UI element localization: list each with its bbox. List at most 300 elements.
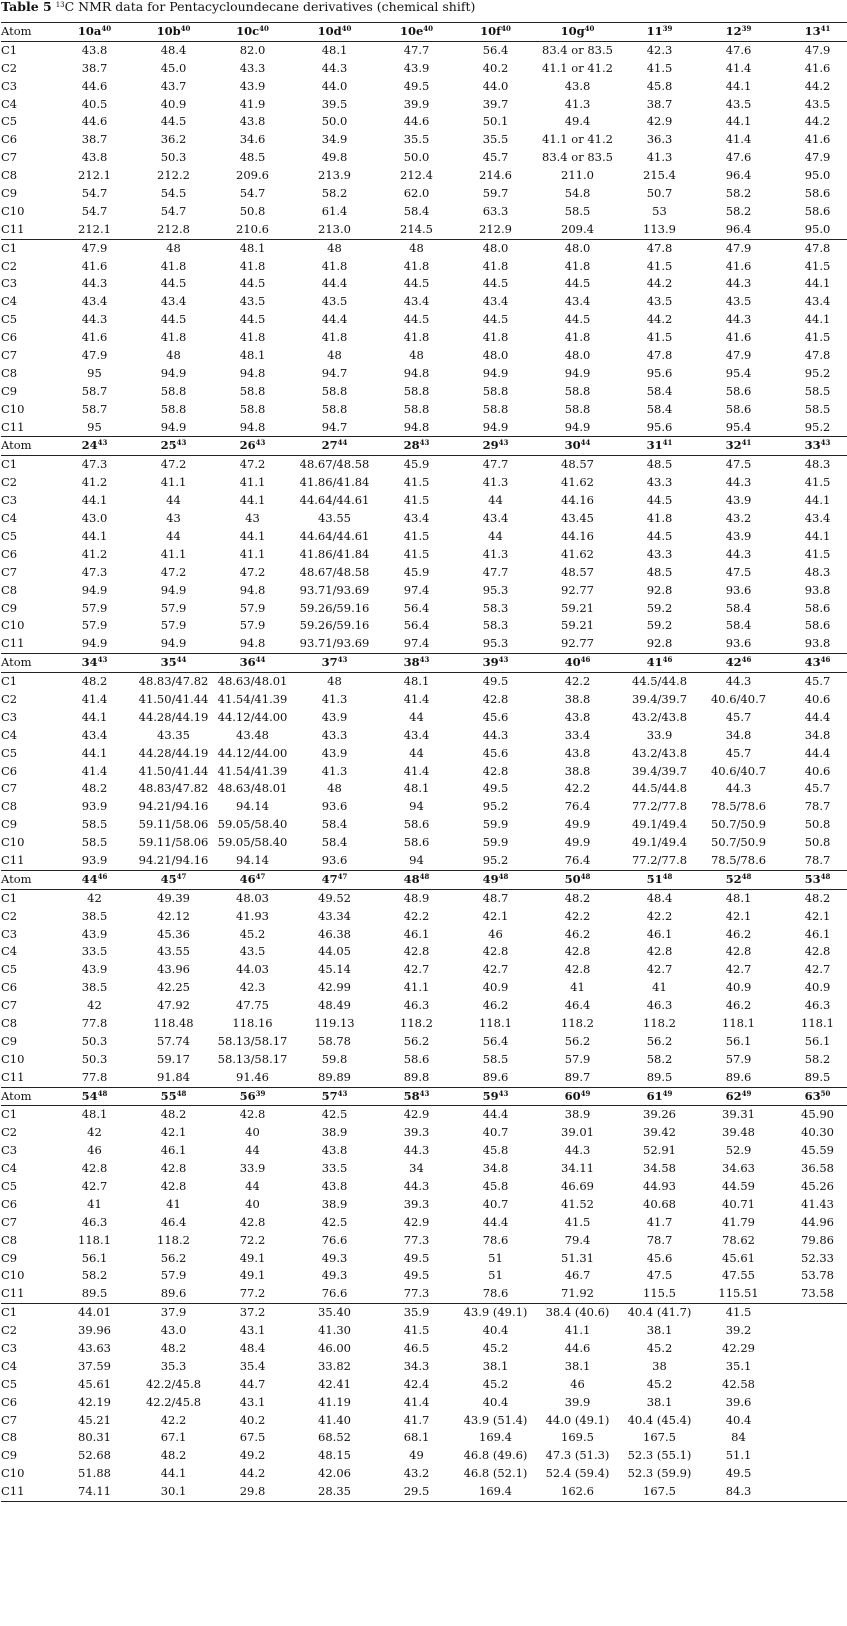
atom-label: C7	[1, 781, 18, 796]
shift-value: 44.3	[403, 1143, 430, 1158]
shift-value: 41.30	[318, 1323, 351, 1338]
compound-label: 39	[482, 655, 499, 670]
table-row	[1, 275, 847, 293]
atom-label: C10	[1, 401, 25, 416]
atom-label: C6	[1, 1196, 18, 1211]
shift-value: 43.9	[81, 926, 108, 941]
table-row	[1, 1322, 847, 1340]
shift-value: 41.52	[561, 1196, 594, 1211]
shift-value: 41.3	[482, 475, 509, 490]
atom-label: C2	[1, 1125, 18, 1140]
shift-value: 94.9	[482, 419, 509, 434]
atom-label: C2	[1, 60, 18, 75]
shift-value: 212.1	[78, 168, 111, 183]
shift-value: 58.4	[725, 618, 752, 633]
shift-value: 56.4	[403, 600, 430, 615]
shift-value: 43.55	[318, 511, 351, 526]
shift-value: 44.1	[81, 745, 108, 760]
compound-header	[699, 654, 778, 672]
reference-superscript: 46	[741, 655, 752, 665]
shift-value: 45.7	[804, 674, 831, 689]
shift-value: 113.9	[643, 221, 676, 236]
shift-value: 58.78	[318, 1033, 351, 1048]
shift-value: 167.5	[643, 1430, 676, 1445]
compound-header	[213, 871, 292, 889]
shift-value	[778, 1322, 847, 1340]
compound-label: 25	[160, 438, 177, 453]
shift-value: 41.79	[722, 1214, 755, 1229]
shift-value: 46.38	[318, 926, 351, 941]
shift-value: 94.9	[160, 582, 187, 597]
shift-value: 33.5	[321, 1161, 348, 1176]
shift-value: 76.6	[321, 1232, 348, 1247]
shift-value: 41.1 or 41.2	[542, 132, 613, 147]
shift-value: 58.5	[564, 203, 591, 218]
compound-label: 12	[725, 24, 742, 38]
shift-value: 93.71/93.69	[299, 582, 370, 597]
shift-value: 38.8	[564, 691, 591, 706]
shift-value: 212.8	[157, 221, 190, 236]
reference-superscript: 48	[580, 871, 591, 881]
shift-value: 50.7/50.9	[710, 835, 767, 850]
shift-value: 41.62	[561, 546, 594, 561]
shift-value: 35.5	[403, 132, 430, 147]
shift-value: 47.9	[81, 348, 108, 363]
shift-value: 43.45	[561, 511, 594, 526]
atom-label: C9	[1, 817, 18, 832]
shift-value: 49.5	[403, 1268, 430, 1283]
shift-value: 41.5	[403, 1323, 430, 1338]
shift-value: 35.5	[482, 132, 509, 147]
shift-value: 42.8	[403, 944, 430, 959]
shift-value: 48.1	[239, 240, 266, 255]
shift-value: 45.2	[239, 926, 266, 941]
compound-label: 48	[403, 871, 420, 886]
shift-value: 40	[245, 1196, 260, 1211]
compound-label: 10f	[480, 24, 502, 38]
shift-value: 43.5	[239, 294, 266, 309]
shift-value: 42.7	[646, 962, 673, 977]
shift-value: 43.4	[81, 294, 108, 309]
shift-value: 44.5	[160, 276, 187, 291]
shift-value: 42.1	[160, 1125, 187, 1140]
table-row	[1, 365, 847, 383]
shift-value: 39.31	[722, 1107, 755, 1122]
atom-label: C11	[1, 1286, 25, 1301]
shift-value: 48.7	[482, 890, 509, 905]
shift-value: 41.5	[804, 475, 831, 490]
shift-value: 42.9	[403, 1214, 430, 1229]
shift-value: 68.1	[403, 1430, 430, 1445]
shift-value: 42.8	[482, 944, 509, 959]
reference-superscript: 43	[419, 438, 430, 448]
shift-value: 44.3	[81, 276, 108, 291]
compound-header	[377, 437, 456, 455]
shift-value: 78.7	[804, 799, 831, 814]
table-block	[1, 239, 847, 437]
shift-value: 56.1	[81, 1250, 108, 1265]
shift-value: 56.4	[403, 618, 430, 633]
shift-value: 48	[166, 348, 181, 363]
table-row	[1, 600, 847, 618]
shift-value: 42.06	[318, 1466, 351, 1481]
shift-value: 35.9	[403, 1305, 430, 1320]
shift-value: 43.4	[482, 511, 509, 526]
header-row	[1, 437, 847, 456]
shift-value: 44	[488, 493, 503, 508]
compound-label: 10c	[236, 24, 260, 38]
shift-value: 93.6	[321, 799, 348, 814]
shift-value: 50.3	[81, 1051, 108, 1066]
shift-value: 48	[409, 240, 424, 255]
shift-value: 35.40	[318, 1305, 351, 1320]
shift-value: 43.3	[321, 727, 348, 742]
shift-value: 44.5	[403, 276, 430, 291]
compound-header	[134, 1088, 213, 1106]
shift-value: 79.86	[801, 1232, 834, 1247]
shift-value: 48.3	[804, 564, 831, 579]
shift-value: 91.84	[157, 1069, 190, 1084]
shift-value: 46	[570, 1376, 585, 1391]
shift-value: 58.6	[804, 186, 831, 201]
shift-value: 46.4	[160, 1214, 187, 1229]
shift-value: 48.2	[81, 781, 108, 796]
shift-value: 77.3	[403, 1286, 430, 1301]
reference-superscript: 43	[498, 655, 509, 665]
shift-value: 89.8	[403, 1069, 430, 1084]
shift-value: 71.92	[561, 1286, 594, 1301]
shift-value: 42.29	[722, 1341, 755, 1356]
atom-label: C8	[1, 1430, 18, 1445]
shift-value: 46.2	[564, 926, 591, 941]
compound-label: 34	[81, 655, 98, 670]
shift-value: 45.59	[801, 1143, 834, 1158]
atom-label: C9	[1, 600, 18, 615]
shift-value: 58.8	[482, 383, 509, 398]
shift-value: 95.2	[482, 852, 509, 867]
shift-value: 33.9	[239, 1161, 266, 1176]
shift-value: 59.8	[321, 1051, 348, 1066]
shift-value: 40.30	[801, 1125, 834, 1140]
shift-value: 47.5	[725, 564, 752, 579]
shift-value: 43.8	[564, 745, 591, 760]
shift-value: 40.71	[722, 1196, 755, 1211]
shift-value: 44.12/44.00	[217, 745, 288, 760]
shift-value: 42.1	[725, 908, 752, 923]
shift-value: 52.4 (59.4)	[545, 1466, 610, 1481]
shift-value: 42.2	[160, 1412, 187, 1427]
shift-value: 94.21/94.16	[138, 852, 209, 867]
table-row	[1, 1447, 847, 1465]
atom-label: C7	[1, 348, 18, 363]
atom-header: Atom	[1, 1088, 32, 1103]
shift-value: 43.8	[321, 1179, 348, 1193]
shift-value: 48.0	[564, 240, 591, 255]
shift-value: 58.6	[804, 203, 831, 218]
table-row	[1, 149, 847, 167]
shift-value: 41.4	[403, 1394, 430, 1409]
shift-value: 44.4	[321, 312, 348, 327]
shift-value: 59.26/59.16	[299, 600, 370, 615]
compound-header	[213, 1088, 292, 1106]
shift-value	[778, 1358, 847, 1376]
table-row	[1, 1196, 847, 1214]
atom-label: C4	[1, 1161, 18, 1176]
table-row	[1, 42, 847, 60]
shift-value: 46.3	[646, 998, 673, 1013]
shift-value: 48.5	[646, 564, 673, 579]
shift-value: 43.8	[564, 709, 591, 724]
shift-value: 58.8	[239, 401, 266, 416]
shift-value: 210.6	[236, 221, 269, 236]
shift-value: 45.7	[804, 781, 831, 796]
shift-value: 49.5	[725, 1466, 752, 1481]
shift-value: 44.1	[804, 312, 831, 327]
shift-value: 41.2	[81, 546, 108, 561]
shift-value: 95.0	[804, 221, 831, 236]
table-row	[1, 1214, 847, 1232]
reference-superscript: 40	[180, 24, 191, 33]
shift-value: 42.58	[722, 1376, 755, 1391]
shift-value: 41.4	[403, 763, 430, 778]
shift-value: 43	[245, 511, 260, 526]
shift-value: 44.5/44.8	[631, 781, 688, 796]
compound-label: 13	[804, 24, 821, 38]
shift-value: 97.4	[403, 636, 430, 651]
shift-value: 41.6	[81, 330, 108, 345]
compound-header	[292, 871, 377, 889]
compound-header	[456, 871, 535, 889]
shift-value: 41.8	[482, 330, 509, 345]
shift-value: 43.7	[160, 78, 187, 93]
shift-value: 58.8	[403, 383, 430, 398]
compound-header	[377, 1088, 456, 1106]
table-row	[1, 96, 847, 114]
compound-label: 40	[564, 655, 581, 670]
shift-value: 41.5	[804, 546, 831, 561]
shift-value: 41.8	[564, 330, 591, 345]
shift-value: 43.2/43.8	[631, 709, 688, 724]
shift-value: 57.9	[725, 1051, 752, 1066]
shift-value: 43.34	[318, 908, 351, 923]
shift-value: 48.63/48.01	[217, 674, 288, 689]
shift-value: 48.83/47.82	[138, 674, 209, 689]
shift-value: 95.4	[725, 365, 752, 380]
shift-value: 95	[87, 365, 102, 380]
shift-value: 92.77	[561, 636, 594, 651]
shift-value: 44.5	[160, 114, 187, 129]
shift-value: 44.3	[725, 312, 752, 327]
shift-value: 52.33	[801, 1250, 834, 1265]
shift-value: 48	[327, 348, 342, 363]
shift-value: 93.6	[725, 636, 752, 651]
shift-value: 94	[409, 799, 424, 814]
shift-value: 42.2	[564, 781, 591, 796]
table-row	[1, 131, 847, 149]
shift-value: 43.4	[403, 727, 430, 742]
shift-value: 58.4	[321, 835, 348, 850]
shift-value: 77.8	[81, 1015, 108, 1030]
shift-value: 119.13	[314, 1015, 355, 1030]
atom-label: C1	[1, 890, 18, 905]
shift-value: 44.6	[403, 114, 430, 129]
shift-value: 43.96	[157, 962, 190, 977]
atom-label: C1	[1, 674, 18, 689]
shift-value: 41.5	[804, 330, 831, 345]
table-row	[1, 221, 847, 239]
shift-value: 50.0	[403, 150, 430, 165]
shift-value: 41.1	[239, 475, 266, 490]
table-row	[1, 383, 847, 401]
shift-value: 58.5	[804, 401, 831, 416]
shift-value: 39.4/39.7	[631, 763, 688, 778]
shift-value: 41.2	[81, 475, 108, 490]
shift-value: 44.1	[804, 493, 831, 508]
table-row	[1, 240, 847, 258]
shift-value: 78.5/78.6	[710, 799, 767, 814]
shift-value: 58.4	[646, 401, 673, 416]
compound-header	[535, 654, 620, 672]
shift-value: 48.67/48.58	[299, 564, 370, 579]
atom-label: C7	[1, 1214, 18, 1229]
shift-value: 118.1	[722, 1015, 755, 1030]
shift-value: 33.5	[81, 944, 108, 959]
compound-label: 47	[321, 871, 338, 886]
shift-value: 43.8	[81, 42, 108, 57]
shift-value: 57.9	[81, 600, 108, 615]
compound-header	[778, 654, 847, 672]
shift-value: 41.6	[725, 258, 752, 273]
shift-value: 41.54/41.39	[217, 763, 288, 778]
shift-value: 115.5	[643, 1286, 676, 1301]
shift-value: 44.05	[318, 944, 351, 959]
shift-value: 44.1	[160, 1466, 187, 1481]
shift-value	[778, 1465, 847, 1483]
compound-label: 33	[804, 438, 821, 453]
shift-value: 41.3	[646, 150, 673, 165]
atom-label: C4	[1, 727, 18, 742]
shift-value: 49.39	[157, 890, 190, 905]
shift-value: 42.8	[81, 1161, 108, 1176]
compound-header	[778, 437, 847, 455]
table-row	[1, 60, 847, 78]
shift-value: 50.3	[160, 150, 187, 165]
table-row	[1, 1304, 847, 1322]
shift-value: 59.05/58.40	[217, 835, 288, 850]
shift-value: 93.71/93.69	[299, 636, 370, 651]
shift-value: 41.5	[804, 258, 831, 273]
compound-header	[134, 23, 213, 41]
shift-value: 43.5	[725, 294, 752, 309]
shift-value: 46.8 (52.1)	[463, 1466, 528, 1481]
table-row	[1, 564, 847, 582]
shift-value: 49.52	[318, 890, 351, 905]
shift-value: 40.68	[643, 1196, 676, 1211]
reference-superscript: 50	[820, 1088, 831, 1098]
table-row	[1, 582, 847, 600]
shift-value: 42.8	[804, 944, 831, 959]
atom-label: C9	[1, 1250, 18, 1265]
shift-value: 38.1	[482, 1358, 509, 1373]
compound-header	[292, 654, 377, 672]
table-row	[1, 908, 847, 926]
compound-label: 32	[725, 438, 742, 453]
atom-label: C10	[1, 1466, 25, 1481]
shift-value: 40.7	[482, 1125, 509, 1140]
shift-value: 72.2	[239, 1232, 266, 1247]
shift-value: 49.1/49.4	[631, 817, 688, 832]
shift-value: 45.2	[482, 1341, 509, 1356]
shift-value: 38.5	[81, 980, 108, 995]
shift-value: 44.2	[804, 78, 831, 93]
shift-value: 48.9	[403, 890, 430, 905]
table-row	[1, 492, 847, 510]
shift-value: 43.9	[725, 493, 752, 508]
shift-value: 41.7	[403, 1412, 430, 1427]
shift-value: 38.7	[646, 96, 673, 111]
shift-value: 57.9	[160, 1268, 187, 1283]
shift-value: 212.1	[78, 221, 111, 236]
shift-value: 41.5	[403, 528, 430, 543]
shift-value	[778, 1447, 847, 1465]
shift-value	[778, 1412, 847, 1430]
shift-value: 89.5	[646, 1069, 673, 1084]
reference-superscript: 43	[419, 1088, 430, 1098]
shift-value: 77.2/77.8	[631, 799, 688, 814]
shift-value: 58.13/58.17	[217, 1051, 288, 1066]
shift-value: 44.4	[804, 745, 831, 760]
shift-value: 44.6	[81, 114, 108, 129]
reference-superscript: 47	[255, 871, 266, 881]
reference-superscript: 40	[101, 24, 112, 33]
shift-value: 38.7	[81, 132, 108, 147]
shift-value: 48.5	[239, 150, 266, 165]
shift-value: 58.8	[239, 383, 266, 398]
shift-value: 42.8	[482, 763, 509, 778]
shift-value: 44.0	[321, 78, 348, 93]
shift-value: 94.9	[564, 419, 591, 434]
atom-label: C3	[1, 1143, 18, 1158]
atom-label: C4	[1, 294, 18, 309]
shift-value: 43.0	[160, 1323, 187, 1338]
shift-value: 47.9	[804, 150, 831, 165]
shift-value: 41.40	[318, 1412, 351, 1427]
compound-header	[292, 1088, 377, 1106]
shift-value: 48.1	[725, 890, 752, 905]
shift-value: 48.57	[561, 564, 594, 579]
shift-value: 43.4	[81, 727, 108, 742]
header-row	[1, 654, 847, 673]
shift-value: 44.0	[482, 78, 509, 93]
compound-label: 53	[804, 871, 821, 886]
shift-value: 44.28/44.19	[138, 745, 209, 760]
shift-value: 44.12/44.00	[217, 709, 288, 724]
shift-value: 46.3	[81, 1214, 108, 1229]
shift-value: 41.5	[646, 330, 673, 345]
shift-value: 41.5	[646, 60, 673, 75]
header-row	[1, 23, 847, 42]
atom-label: C8	[1, 799, 18, 814]
shift-value: 47.5	[725, 457, 752, 472]
shift-value: 91.46	[236, 1069, 269, 1084]
shift-value: 45.6	[482, 745, 509, 760]
table-block	[1, 653, 847, 870]
shift-value: 89.5	[81, 1286, 108, 1301]
compound-label: 61	[646, 1088, 663, 1103]
atom-label: C9	[1, 186, 18, 201]
table-block	[1, 22, 847, 239]
table-row	[1, 709, 847, 727]
